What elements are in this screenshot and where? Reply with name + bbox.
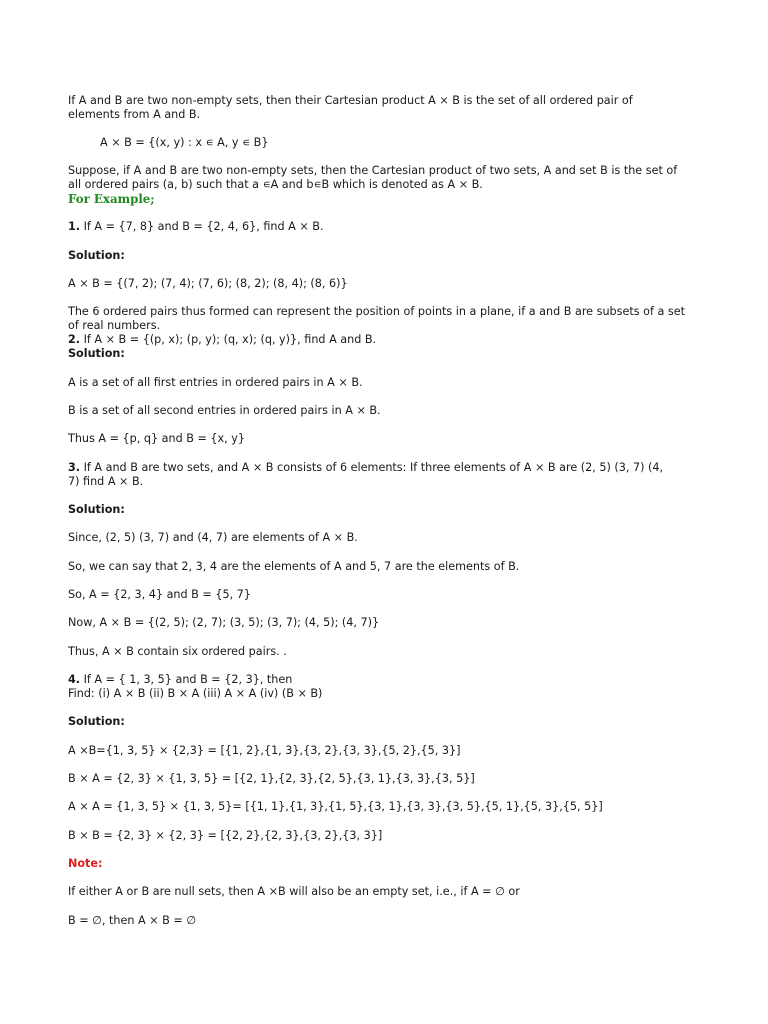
example-3-solution-label: Solution:: [68, 503, 125, 516]
example-4-line-1: A ×B={1, 3, 5} × {2,3} = [{1, 2},{1, 3},{3, 2},{3, 3},{5, 2},{5, 3}]: [68, 744, 461, 757]
example-1-question: [68, 220, 324, 234]
example-1-number: 1.: [68, 220, 81, 233]
example-2-question-text: If A × B = {(p, x); (p, y); (q, x); (q, y)}, find A and B.: [80, 333, 377, 346]
note-line-2: B = ∅, then A × B = ∅: [68, 914, 197, 927]
example-3-line-3: So, A = {2, 3, 4} and B = {5, 7}: [68, 588, 251, 601]
example-4-question-text: If A = { 1, 3, 5} and B = {2, 3}, then: [80, 673, 293, 686]
example-4-question-line-2: Find: (i) A × B (ii) B × A (iii) A × A (iv) (B × B): [68, 687, 323, 700]
intro-text-line-1: If A and B are two non-empty sets, then their Cartesian product A × B is the set of all ordered pair of: [68, 94, 633, 107]
example-3-question-line-2: 7) find A × B.: [68, 475, 144, 488]
example-3-line-1: Since, (2, 5) (3, 7) and (4, 7) are elements of A × B.: [68, 531, 358, 544]
example-3-question-text: If A and B are two sets, and A × B consists of 6 elements: If three elements of A × B are (2, 5) (3, 7) (4,: [80, 461, 664, 474]
example-3-number: 3.: [68, 461, 81, 474]
note-line-1: If either A or B are null sets, then A ×B will also be an empty set, i.e., if A = ∅ or: [68, 885, 520, 898]
example-2-line-3: Thus A = {p, q} and B = {x, y}: [68, 432, 246, 445]
example-2-solution-label: Solution:: [68, 347, 125, 360]
example-4-solution-label: Solution:: [68, 715, 125, 728]
example-3-line-5: Thus, A × B contain six ordered pairs. .: [68, 645, 287, 658]
example-4-question-line-1: [68, 673, 292, 687]
note-label: Note:: [68, 857, 103, 870]
example-2-line-1: A is a set of all first entries in ordered pairs in A × B.: [68, 376, 363, 389]
suppose-text-line-2: all ordered pairs (a, b) such that a ∊A and b∊B which is denoted as A × B.: [68, 178, 483, 191]
example-1-note-line-2: of real numbers.: [68, 319, 161, 332]
example-4-line-3: A × A = {1, 3, 5} × {1, 3, 5}= [{1, 1},{1, 3},{1, 5},{3, 1},{3, 3},{3, 5},{5, 1},{5, 3},{5, 5}]: [68, 800, 603, 813]
intro-text-line-2: elements from A and B.: [68, 108, 201, 121]
example-3-line-2: So, we can say that 2, 3, 4 are the elements of A and 5, 7 are the elements of B.: [68, 560, 520, 573]
example-2-number: 2.: [68, 333, 81, 346]
suppose-text-line-1: Suppose, if A and B are two non-empty sets, then the Cartesian product of two sets, A and set B is the set of: [68, 164, 678, 177]
example-1-answer: A × B = {(7, 2); (7, 4); (7, 6); (8, 2); (8, 4); (8, 6)}: [68, 277, 348, 290]
example-3-question-line-1: [68, 461, 663, 475]
example-4-number: 4.: [68, 673, 81, 686]
example-4-line-2: B × A = {2, 3} × {1, 3, 5} = [{2, 1},{2, 3},{2, 5},{3, 1},{3, 3},{3, 5}]: [68, 772, 475, 785]
example-3-line-4: Now, A × B = {(2, 5); (2, 7); (3, 5); (3, 7); (4, 5); (4, 7)}: [68, 616, 380, 629]
example-1-question-text: If A = {7, 8} and B = {2, 4, 6}, find A × B.: [80, 220, 324, 233]
example-2-line-2: B is a set of all second entries in ordered pairs in A × B.: [68, 404, 381, 417]
example-2-question: [68, 333, 376, 347]
example-1-note-line-1: The 6 ordered pairs thus formed can represent the position of points in a plane, if a and B are subsets of a set: [68, 305, 685, 318]
cartesian-product-formula: A × B = {(x, y) : x ∊ A, y ∊ B}: [100, 136, 269, 149]
for-example-heading: For Example;: [68, 192, 155, 206]
example-4-line-4: B × B = {2, 3} × {2, 3} = [{2, 2},{2, 3},{3, 2},{3, 3}]: [68, 829, 383, 842]
example-1-solution-label: Solution:: [68, 249, 125, 262]
